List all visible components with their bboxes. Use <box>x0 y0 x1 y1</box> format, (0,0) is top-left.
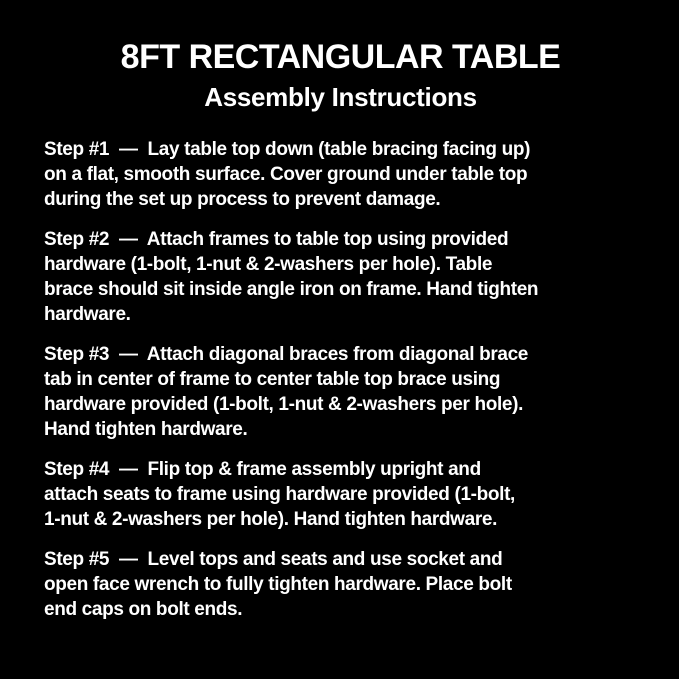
page-title: 8FT RECTANGULAR TABLE <box>120 38 561 76</box>
step-1-line-2: on a flat, smooth surface. Cover ground under table top <box>44 164 528 185</box>
step-5-line-3: end caps on bolt ends. <box>44 599 243 620</box>
step-2-line-4: hardware. <box>44 304 131 325</box>
step-3-line-3: hardware provided (1-bolt, 1-nut & 2-washers per hole). <box>44 394 524 415</box>
step-2-line-2: hardware (1-bolt, 1-nut & 2-washers per hole). Table <box>44 254 493 275</box>
step-1-paragraph <box>44 137 637 212</box>
step-1-line-3: during the set up process to prevent damage. <box>44 189 441 210</box>
step-5-paragraph <box>44 547 637 622</box>
step-4-line-2: attach seats to frame using hardware provided (1-bolt, <box>44 484 515 505</box>
steps-list <box>44 137 637 622</box>
step-4-paragraph <box>44 457 637 532</box>
step-1-line-1: Step #1 — Lay table top down (table bracing facing up) <box>44 139 531 160</box>
step-2-line-1: Step #2 — Attach frames to table top using provided <box>44 229 509 250</box>
step-3-paragraph <box>44 342 637 442</box>
step-3-line-2: tab in center of frame to center table top brace using <box>44 369 501 390</box>
step-3-line-1: Step #3 — Attach diagonal braces from diagonal brace <box>44 344 529 365</box>
step-5-line-2: open face wrench to fully tighten hardware. Place bolt <box>44 574 512 595</box>
step-4-line-1: Step #4 — Flip top & frame assembly upright and <box>44 459 481 480</box>
page-subtitle: Assembly Instructions <box>204 82 477 112</box>
step-5-line-1: Step #5 — Level tops and seats and use socket and <box>44 549 503 570</box>
step-4-line-3: 1-nut & 2-washers per hole). Hand tighten hardware. <box>44 509 498 530</box>
step-3-line-4: Hand tighten hardware. <box>44 419 248 440</box>
step-2-line-3: brace should sit inside angle iron on frame. Hand tighten <box>44 279 539 300</box>
step-2-paragraph <box>44 227 637 327</box>
